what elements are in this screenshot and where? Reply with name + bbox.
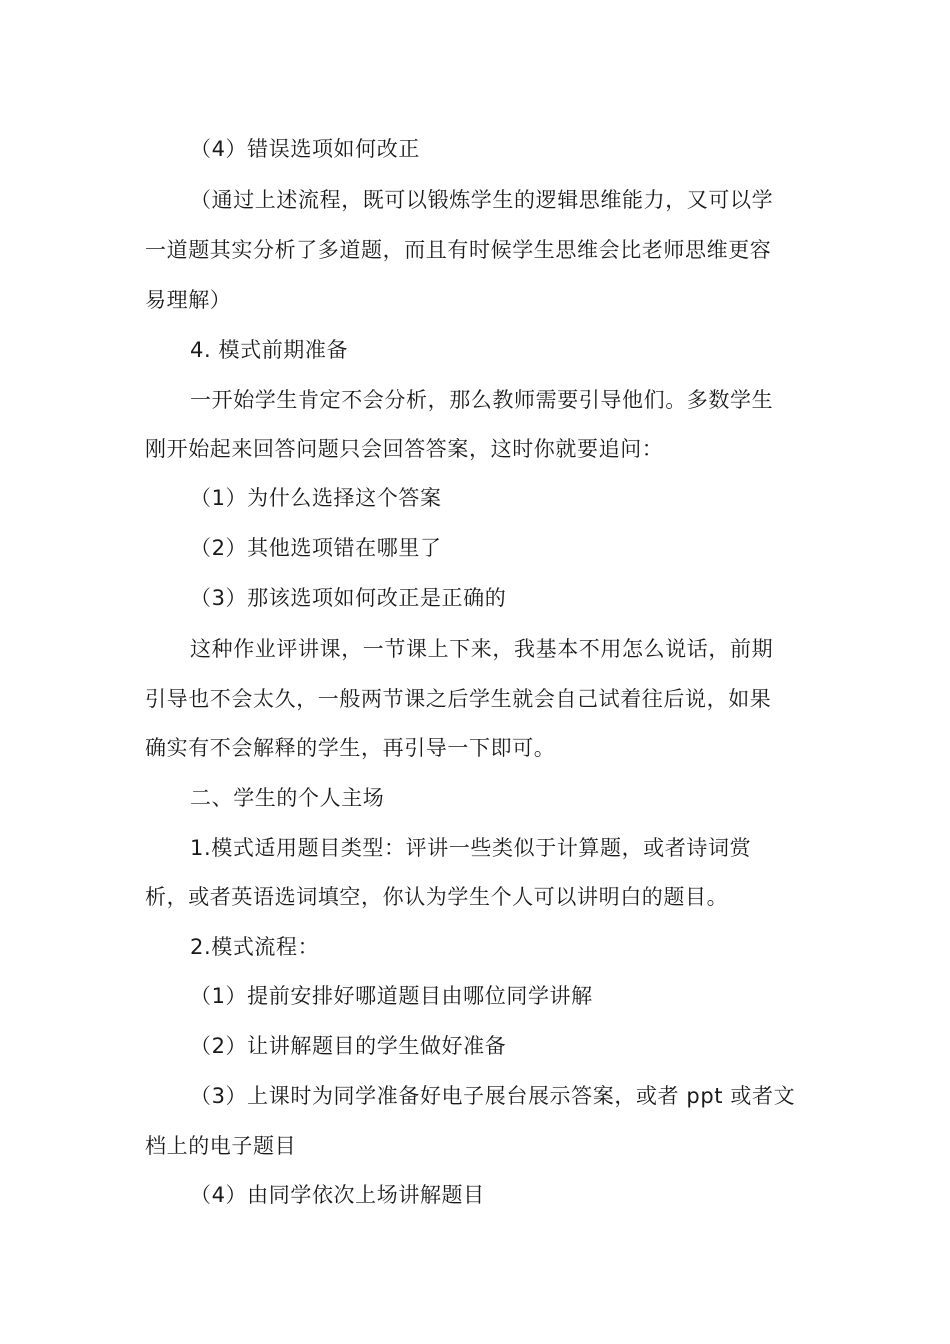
paragraph-line: 一道题其实分析了多道题，而且有时候学生思维会比老师思维更容 — [145, 238, 772, 262]
section-heading: 2.模式流程： — [190, 935, 320, 959]
list-item: （3）上课时为同学准备好电子展台展示答案，或者 ppt 或者文 — [190, 1084, 796, 1108]
paragraph-line: 1.模式适用题目类型：评讲一些类似于计算题，或者诗词赏 — [190, 836, 752, 860]
paragraph-line: （通过上述流程，既可以锻炼学生的逻辑思维能力，又可以学 — [190, 188, 774, 212]
list-item: （2）其他选项错在哪里了 — [190, 536, 442, 560]
list-item: （4）由同学依次上场讲解题目 — [190, 1183, 485, 1207]
paragraph-line: 易理解） — [145, 288, 232, 312]
section-heading: 二、学生的个人主场 — [190, 786, 385, 810]
paragraph-line: 引导也不会太久，一般两节课之后学生就会自己试着往后说，如果 — [145, 687, 772, 711]
list-item: （1）提前安排好哪道题目由哪位同学讲解 — [190, 984, 593, 1008]
paragraph-line: 刚开始起来回答问题只会回答答案，这时你就要追问： — [145, 437, 664, 461]
list-item-continuation: 档上的电子题目 — [145, 1134, 297, 1158]
paragraph-line: 析，或者英语选词填空，你认为学生个人可以讲明白的题目。 — [145, 885, 729, 909]
section-heading: 4. 模式前期准备 — [190, 338, 349, 362]
paragraph-line: 一开始学生肯定不会分析，那么教师需要引导他们。多数学生 — [190, 388, 774, 412]
paragraph-line: （4）错误选项如何改正 — [190, 137, 420, 161]
list-item: （3）那该选项如何改正是正确的 — [190, 586, 507, 610]
paragraph-line: 确实有不会解释的学生，再引导一下即可。 — [145, 736, 556, 760]
list-item: （1）为什么选择这个答案 — [190, 486, 442, 510]
paragraph-line: 这种作业评讲课，一节课上下来，我基本不用怎么说话，前期 — [190, 637, 774, 661]
list-item: （2）让讲解题目的学生做好准备 — [190, 1034, 507, 1058]
